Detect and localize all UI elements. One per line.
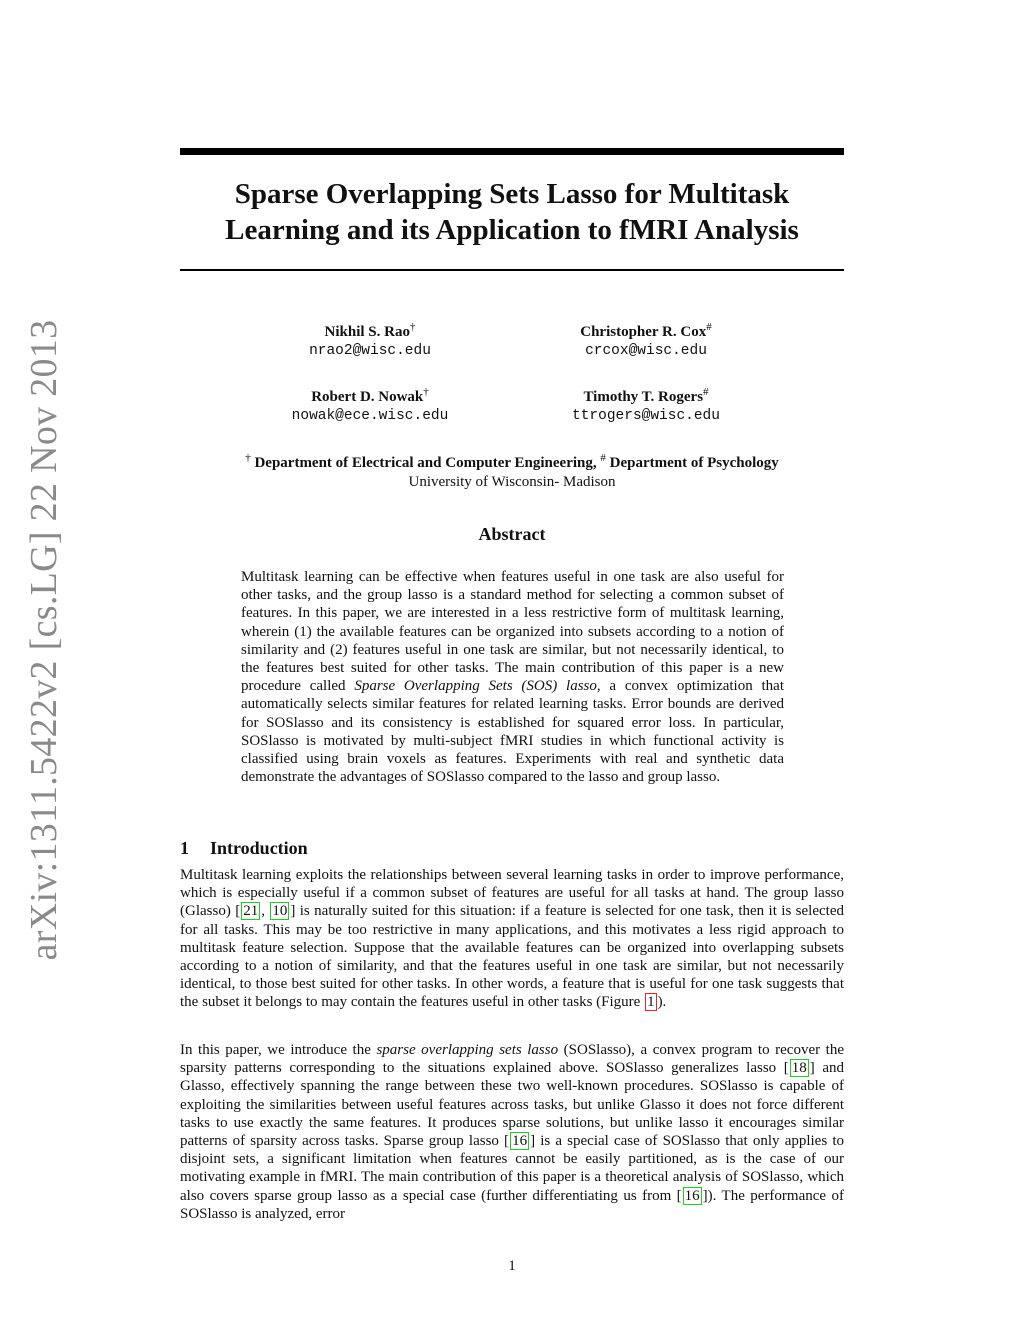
author-email: nowak@ece.wisc.edu xyxy=(291,408,449,424)
affiliation xyxy=(180,449,844,492)
title-line-2: Learning and its Application to fMRI Analysis xyxy=(225,214,799,246)
arxiv-stamp: arXiv:1311.5422v2 [cs.LG] 22 Nov 2013 xyxy=(23,319,65,961)
author-email: crcox@wisc.edu xyxy=(585,343,707,359)
author-name: Christopher R. Cox# xyxy=(580,321,712,340)
author-block xyxy=(240,383,500,426)
title-rule-top xyxy=(180,148,844,155)
citation-link[interactable]: 21 xyxy=(243,903,259,920)
departments: † Department of Electrical and Computer Engineering, # Department of Psychology xyxy=(245,452,779,471)
page-number: 1 xyxy=(508,1258,516,1274)
author-block xyxy=(240,318,500,361)
university: University of Wisconsin- Madison xyxy=(408,474,616,490)
author-email: nrao2@wisc.edu xyxy=(309,343,431,359)
author-block xyxy=(516,383,776,426)
citation-link[interactable]: 16 xyxy=(684,1187,700,1204)
citation-link[interactable]: 10 xyxy=(272,903,288,920)
author-email: ttrogers@wisc.edu xyxy=(572,408,720,424)
abstract-text: Multitask learning can be effective when features useful in one task are also useful for other tasks, and the group lasso is a standard method for selecting a common subset of features. In this paper, we are interested in a less restrictive form of multitask learning, wherein (1) the available features can be organized into subsets according to a notion of similarity and (2) features useful in one task are similar, but not necessarily identical, to the features best suited for other tasks. The main contribution of this paper is a new procedure called Sparse Overlapping Sets (SOS) lasso, a convex optimization that automatically selects similar features for related learning tasks. Error bounds are derived for SOSlasso and its consistency is established for squared error loss. In particular, SOSlasso is motivated by multi-subject fMRI studies in which functional activity is classified using brain voxels as features. Experiments with real and synthetic data demonstrate the advantages of SOSlasso compared to the lasso and group lasso. xyxy=(241,569,784,786)
title-rule-bottom xyxy=(180,269,844,271)
author-name: Timothy T. Rogers# xyxy=(583,386,709,405)
paper-title xyxy=(180,176,844,248)
abstract-heading: Abstract xyxy=(478,524,546,544)
citation-link[interactable]: 16 xyxy=(512,1133,528,1150)
citation-link[interactable]: 18 xyxy=(791,1060,807,1077)
author-name: Robert D. Nowak† xyxy=(311,386,429,405)
title-line-1: Sparse Overlapping Sets Lasso for Multitask xyxy=(234,178,790,210)
author-block xyxy=(516,318,776,361)
author-name: Nikhil S. Rao† xyxy=(324,321,416,340)
section-heading: 1 Introduction xyxy=(180,838,308,858)
figure-link[interactable]: 1 xyxy=(647,994,655,1011)
intro-paragraph-2: In this paper, we introduce the sparse overlapping sets lasso (SOSlasso), a convex program to recover the sparsity patterns corresponding to the situations explained above. SOSlasso generalizes lasso [ 18 ] and Glasso, effectively spanning the range between these two well-known procedures. SOSlasso is capable of exploiting the similarities between useful features across tasks, but unlike Glasso it does not force different tasks to use exactly the same features. It produces sparse solutions, but unlike lasso it encourages similar patterns of sparsity across tasks. Sparse group lasso [ 16 ] is a special case of SOSlasso that only applies to disjoint sets, a significant limitation when features cannot be easily partitioned, as is the case of our motivating example in fMRI. The main contribution of this paper is a theoretical analysis of SOSlasso, which also covers sparse group lasso as a special case (further differentiating us from [ 16 ]). The performance of SOSlasso is analyzed, error xyxy=(180,1042,845,1222)
intro-paragraph-1: Multitask learning exploits the relationships between several learning tasks in order to improve performance, which is especially useful if a common subset of features are useful for all tasks at hand. The group lasso (Glasso) [ 21 , 10 ] is naturally suited for this situation: if a feature is selected for one task, then it is selected for all tasks. This may be too restrictive in many applications, and this motivates a less rigid approach to multitask feature selection. Suppose that the available features can be organized into overlapping subsets according to a notion of similarity, and that the features useful in one task are similar, but not necessarily identical, to those best suited for other tasks. In other words, a feature that is useful for one task suggests that the subset it belongs to may contain the features useful in other tasks (Figure 1 ). xyxy=(180,867,844,1011)
